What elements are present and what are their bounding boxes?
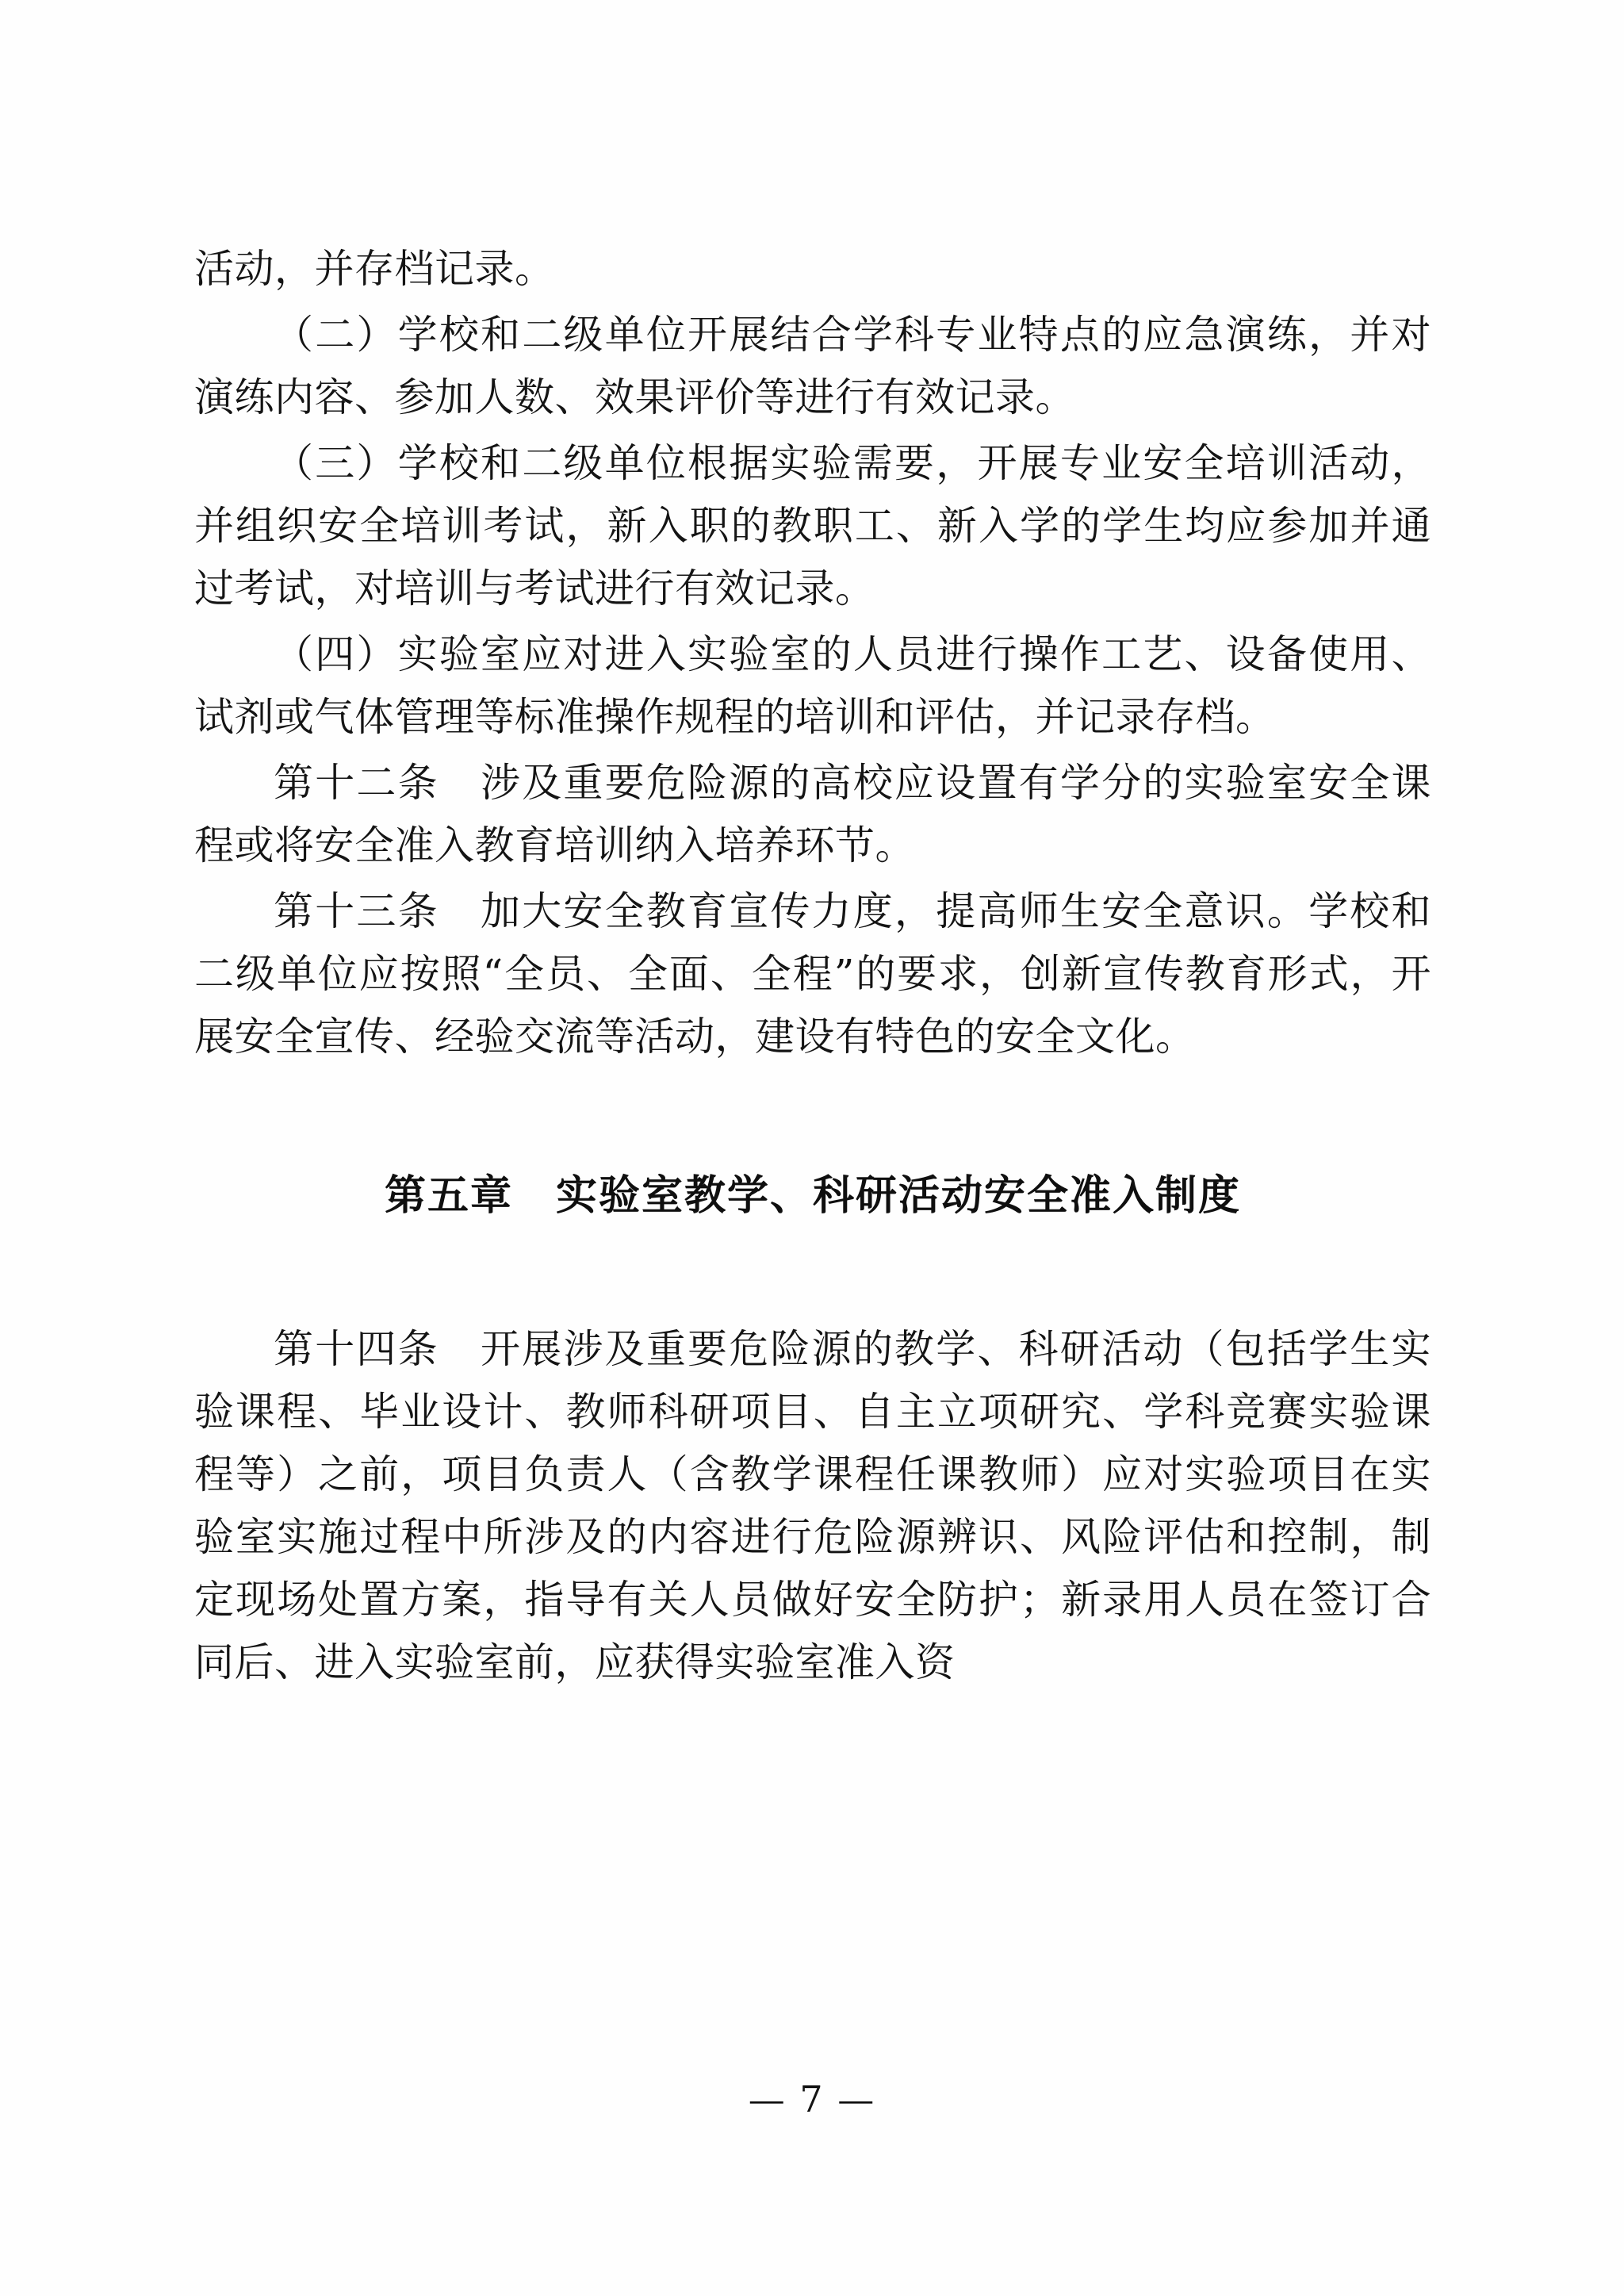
paragraph-item-4: （四）实验室应对进入实验室的人员进行操作工艺、设备使用、试剂或气体管理等标准操作规程的培训和评估，并记录存档。: [194, 631, 1431, 740]
article-twelve: 第十二条 涉及重要危险源的高校应设置有学分的实验室安全课程或将安全准入教育培训纳入培养环节。: [194, 760, 1431, 868]
article-fourteen: 第十四条 开展涉及重要危险源的教学、科研活动（包括学生实验课程、毕业设计、教师科研项目、自主立项研究、学科竞赛实验课程等）之前，项目负责人（含教学课程任课教师）应对实验项目在实验室实施过程中所涉及的内容进行危险源辨识、风险评估和控制，制定现场处置方案，指导有关人员做好安全防护；新录用人员在签订合同后、进入实验室前，应获得实验室准入资: [194, 1326, 1431, 1685]
article-thirteen: 第十三条 加大安全教育宣传力度，提高师生安全意识。学校和二级单位应按照“全员、全面、全程”的要求，创新宣传教育形式，开展安全宣传、经验交流等活动，建设有特色的安全文化。: [194, 888, 1431, 1060]
paragraph-item-2: （二）学校和二级单位开展结合学科专业特点的应急演练，并对演练内容、参加人数、效果评价等进行有效记录。: [194, 312, 1431, 420]
paragraph-item-3: （三）学校和二级单位根据实验需要，开展专业安全培训活动，并组织安全培训考试，新入职的教职工、新入学的学生均应参加并通过考试，对培训与考试进行有效记录。: [194, 440, 1431, 611]
chapter-heading-block: [194, 1162, 1431, 1221]
page-number: — 7 —: [748, 2078, 876, 2121]
chapter-five-title: 第五章 实验室教学、科研活动安全准入制度: [384, 1172, 1241, 1220]
document-body: [194, 238, 1431, 1697]
paragraph-continuation: 活动，并存档记录。: [194, 246, 555, 292]
